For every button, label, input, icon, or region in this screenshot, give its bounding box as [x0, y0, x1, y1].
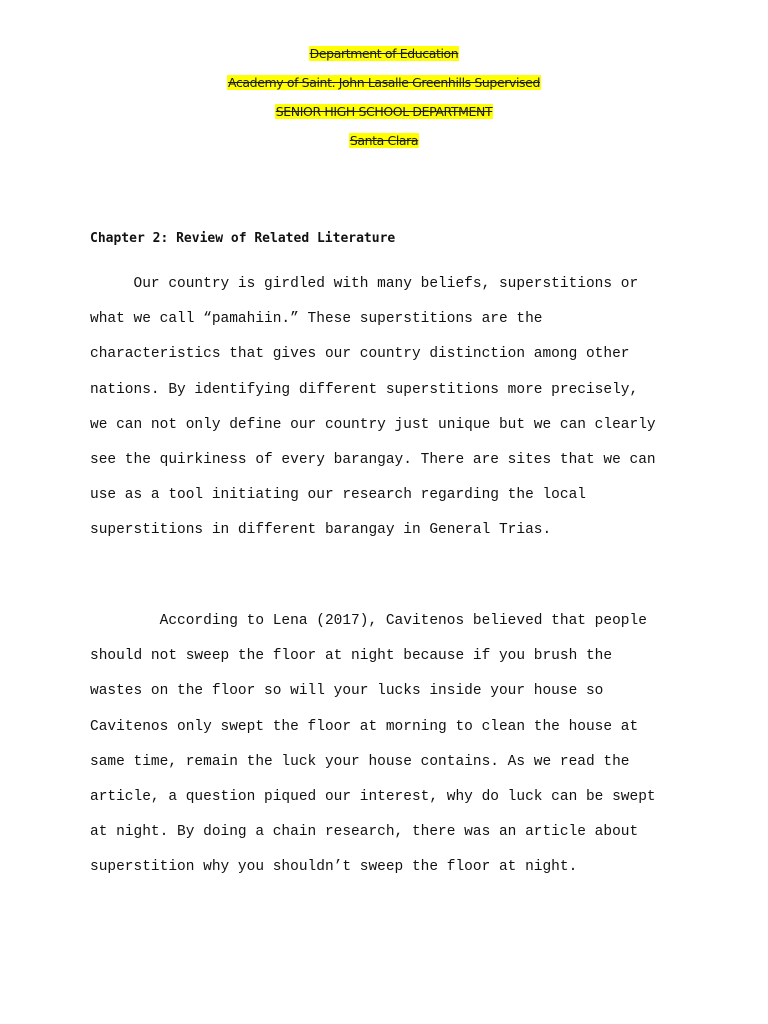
paragraph-line: superstitions in different barangay in General Trias. [90, 522, 552, 539]
paragraph-line: we can not only define our country just unique but we can clearly [90, 416, 656, 433]
paragraph-line: at night. By doing a chain research, there was an article about [90, 824, 639, 841]
header-department [0, 46, 768, 62]
header-department-name-text: SENIOR HIGH SCHOOL DEPARTMENT [275, 104, 493, 119]
header-school-name-text: Academy of Saint. John Lasalle Greenhills Supervised [228, 75, 540, 90]
paragraph-line: nations. By identifying different superstitions more precisely, [90, 381, 639, 398]
header-department-name [0, 104, 768, 120]
paragraph-line: see the quirkiness of every barangay. There are sites that we can [90, 452, 656, 469]
paragraph-line: Cavitenos only swept the floor at morning to clean the house at [90, 718, 639, 735]
paragraph-line: wastes on the floor so will your lucks inside your house so [90, 683, 604, 700]
paragraph-line: use as a tool initiating our research regarding the local [90, 487, 586, 504]
paragraph-line: characteristics that gives our country distinction among other [90, 346, 630, 363]
header-location-text: Santa Clara [349, 133, 419, 148]
chapter-title: Chapter 2: Review of Related Literature [90, 231, 396, 246]
paragraph-intro [90, 267, 690, 549]
paragraph-line: same time, remain the luck your house contains. As we read the [90, 753, 630, 770]
header-school-name [0, 75, 768, 91]
paragraph-line: what we call “pamahiin.” These superstitions are the [90, 311, 543, 328]
paragraph-line: Our country is girdled with many beliefs, superstitions or [90, 276, 639, 292]
paragraph-line: should not sweep the floor at night because if you brush the [90, 648, 613, 665]
paragraph-line: article, a question piqued our interest, why do luck can be swept [90, 789, 656, 806]
paragraph-line: superstition why you shouldn’t sweep the floor at night. [90, 859, 578, 876]
header-location [0, 133, 768, 149]
paragraph-line: According to Lena (2017), Cavitenos believed that people [90, 613, 647, 629]
paragraph-lena-2017 [90, 604, 690, 886]
header-department-text: Department of Education [309, 46, 459, 61]
